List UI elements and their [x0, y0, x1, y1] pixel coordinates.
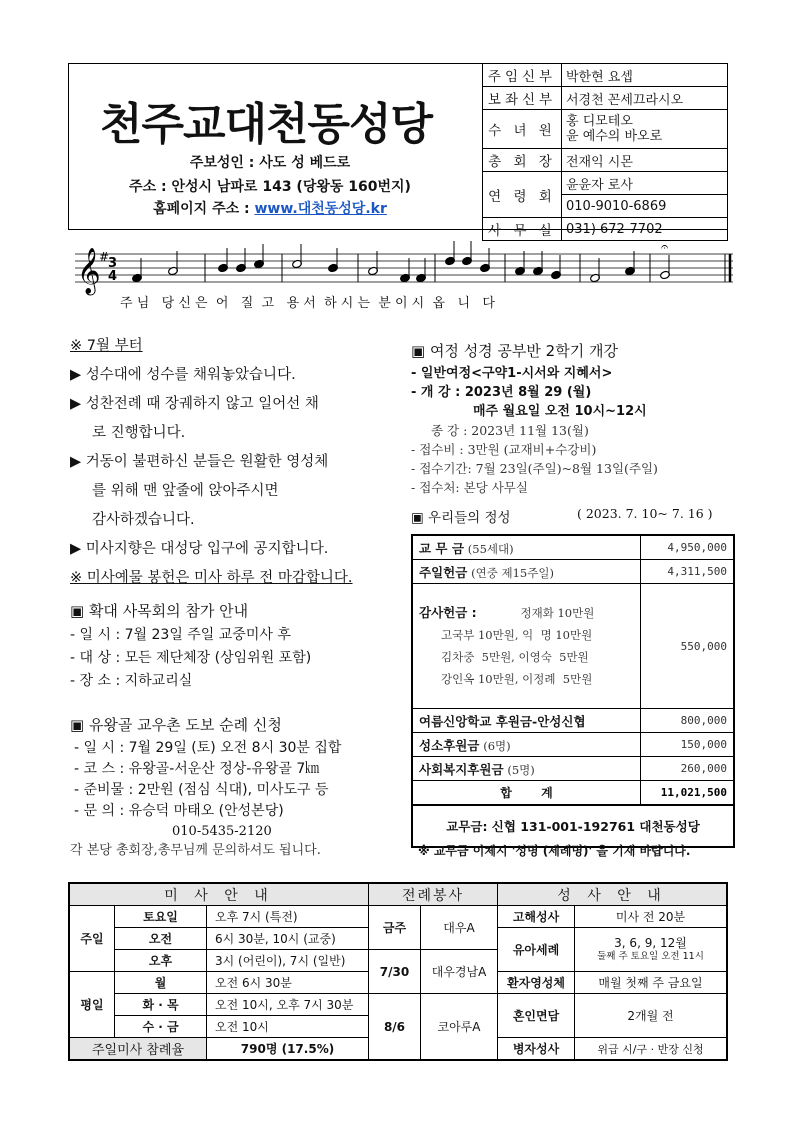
notice-item: 감사하겠습니다.: [92, 512, 195, 528]
meeting-section: [70, 598, 400, 693]
bible-class-line: 매주 월요일 오전 10시~12시: [473, 404, 647, 419]
thanks-line: 김차중 5만원, 이영숙 5만원: [441, 650, 589, 664]
sacrament-value: 2개월 전: [575, 994, 728, 1038]
thanks-line: 강인옥 10만원, 이정례 5만원: [441, 672, 593, 686]
service-date: 8/6: [369, 994, 421, 1061]
bible-class-line: - 개 강 : 2023년 8월 29 (월): [411, 385, 592, 400]
homepage: [80, 198, 460, 218]
bible-class-line: 종 강 : 2023년 11월 13(월): [431, 423, 589, 438]
table-row: [412, 709, 734, 733]
staff-role: 연 령 회: [483, 172, 562, 218]
attendance-value: 790명 (17.5%): [207, 1038, 369, 1061]
staff-row: [483, 172, 728, 195]
mass-day: 오후: [115, 950, 207, 972]
service-date: 금주: [369, 906, 421, 950]
thanks-offering-cell: [412, 584, 641, 709]
bible-class-line: - 접수처: 본당 사무실: [411, 480, 528, 495]
offering-sub: (6명): [483, 738, 511, 753]
staff-role: 보좌신부: [483, 87, 562, 110]
staff-role: 총 회 장: [483, 149, 562, 172]
meeting-line: - 대 상 : 모든 제단체장 (상임위원 포함): [70, 650, 312, 666]
offering-sub: (55세대): [467, 541, 514, 556]
staff-value: 박한현 요셉: [562, 64, 728, 87]
staff-role: 주임신부: [483, 64, 562, 87]
staff-row: [483, 110, 728, 149]
notice-item: 를 위해 맨 앞줄에 앉아주시면: [92, 483, 279, 499]
offering-name: 여름신앙학교 후원금-안성신협: [419, 713, 586, 729]
offering-name: 교 무 금: [419, 540, 464, 556]
sacrament-value-detail: 둘째 주 토요일 오전 11시: [597, 950, 704, 962]
sacrament-header: 성 사 안 내: [498, 883, 728, 906]
staff-table: [482, 63, 728, 241]
offering-name: 주일헌금: [419, 564, 468, 580]
pilgrimage-line: - 일 시 : 7월 29일 (토) 오전 8시 30분 집합: [74, 740, 342, 756]
pilgrimage-heading: ▣ 유왕골 교우촌 도보 순례 신청: [70, 716, 282, 734]
total-amount: 11,021,500: [641, 781, 735, 806]
staff-value: 서경천 꼰세끄라시오: [562, 87, 728, 110]
mass-day: 토요일: [115, 906, 207, 928]
pilgrimage-note: 각 본당 총회장,총무님께 문의하셔도 됩니다.: [70, 843, 321, 858]
offering-label: [412, 535, 641, 560]
staff-row: [483, 87, 728, 110]
address: 주소 : 안성시 남파로 143 (당왕동 160번지): [129, 179, 411, 195]
mass-time: 오후 7시 (특전): [207, 906, 369, 928]
notice-item: ▶ 미사지향은 대성당 입구에 공지합니다.: [70, 541, 329, 557]
staff-value: 031) 672-7702: [562, 218, 728, 241]
offerings-heading: ▣ 우리들의 정성: [411, 510, 511, 526]
sacrament-name: 혼인면담: [498, 994, 575, 1038]
transfer-notice: ※ 교무금 이체시 '성명 (세례명)' 을 기재 바랍니다.: [418, 844, 691, 858]
sacrament-name: 환자영성체: [498, 972, 575, 994]
service-team: 대우경남A: [421, 950, 498, 994]
table-row: [69, 994, 727, 1016]
notice-item: ▶ 거동이 불편하신 분들은 원활한 영성체: [70, 454, 329, 470]
staff-value-line: 홍 디모테오: [566, 114, 633, 129]
mass-time: 오전 10시, 오후 7시 30분: [207, 994, 369, 1016]
table-row: [412, 584, 734, 709]
mass-header: 미 사 안 내: [69, 883, 369, 906]
service-date: 7/30: [369, 950, 421, 994]
thanks-label: 감사헌금 :: [419, 605, 477, 620]
offerings-period: ( 2023. 7. 10~ 7. 16 ): [577, 506, 713, 521]
weekday-label: 평일: [69, 972, 115, 1038]
service-team: 대우A: [421, 906, 498, 950]
offering-amount: 4,950,000: [641, 535, 735, 560]
sacrament-name: 유아세례: [498, 928, 575, 972]
time-signature-bottom: 4: [108, 269, 118, 284]
pilgrimage-line: - 준비물 : 2만원 (점심 식대), 미사도구 등: [74, 782, 329, 798]
mass-time: 3시 (어린이), 7시 (일반): [207, 950, 369, 972]
offering-name: 사회복지후원금: [419, 761, 504, 777]
table-row: [69, 906, 727, 928]
service-header: 전례봉사: [369, 883, 498, 906]
offerings-table: [411, 534, 735, 848]
sacrament-value: 미사 전 20분: [575, 906, 728, 928]
account-info: 교무금: 신협 131-001-192761 대천동성당: [412, 805, 734, 847]
offering-amount: 550,000: [641, 584, 735, 709]
total-label: 합 계: [412, 781, 641, 806]
thanks-line: 정재화 10만원: [520, 606, 595, 620]
treble-clef-icon: 𝄞: [77, 248, 101, 294]
table-row: [69, 883, 727, 906]
sacrament-value: 3, 6, 9, 12월: [614, 935, 687, 950]
offering-label: [412, 733, 641, 757]
mass-time: 오전 6시 30분: [207, 972, 369, 994]
offering-amount: 800,000: [641, 709, 735, 733]
staff-role: 수 녀 원: [483, 110, 562, 149]
notice-item: 로 진행합니다.: [92, 425, 186, 441]
pilgrimage-section: [70, 712, 400, 861]
homepage-link[interactable]: www.대천동성당.kr: [254, 201, 387, 217]
time-signature-top: 3: [108, 256, 118, 271]
meeting-heading: ▣ 확대 사목회의 참가 안내: [70, 602, 249, 620]
attendance-label: 주일미사 참례율: [69, 1038, 207, 1061]
offering-label: [412, 560, 641, 584]
bible-class-line: - 접수비 : 3만원 (교재비+수강비): [411, 442, 597, 457]
pilgrimage-phone: 010-5435-2120: [172, 824, 272, 839]
offering-amount: 150,000: [641, 733, 735, 757]
pilgrimage-line: - 문 의 : 유승덕 마태오 (안성본당): [74, 803, 284, 819]
service-team: 코아루A: [421, 994, 498, 1061]
sacrament-value: 매월 첫째 주 금요일: [575, 972, 728, 994]
table-row: [412, 757, 734, 781]
sacrament-value-cell: [575, 928, 728, 972]
staff-row: [483, 149, 728, 172]
patron-saint: 주보성인 : 사도 성 베드로: [189, 155, 351, 171]
bible-class-heading: ▣ 여정 성경 공부반 2학기 개강: [411, 342, 618, 360]
notice-footnote: ※ 미사예물 봉헌은 미사 하루 전 마감합니다.: [70, 570, 353, 586]
staff-role: 사 무 실: [483, 218, 562, 241]
july-notice-heading: ※ 7월 부터: [70, 338, 143, 354]
table-row: [412, 805, 734, 847]
mass-time: 6시 30분, 10시 (교중): [207, 928, 369, 950]
staff-value: [562, 110, 728, 149]
thanks-line: 고국부 10만원, 익 명 10만원: [441, 628, 593, 642]
bible-class-line: - 일반여정<구약1-시서와 지혜서>: [411, 366, 613, 381]
notice-item: ▶ 성찬전례 때 장궤하지 않고 일어선 채: [70, 396, 319, 412]
sacrament-name: 고해성사: [498, 906, 575, 928]
mass-day: 월: [115, 972, 207, 994]
page-title: 천주교대천동성당: [100, 99, 433, 150]
staff-row: [483, 218, 728, 241]
notes: [132, 241, 671, 283]
lyrics: 주 님 당 신 은 어 질 고 용 서 하 시 는 분 이 시 옵 니 다: [120, 296, 495, 311]
offerings-heading-row: [411, 506, 741, 526]
staff-row: [483, 64, 728, 87]
sacrament-value: 위급 시/구 · 반장 신청: [575, 1038, 728, 1061]
table-row: [412, 781, 734, 806]
sacrament-name: 병자성사: [498, 1038, 575, 1061]
table-row: [412, 535, 734, 560]
table-row: [412, 733, 734, 757]
offering-amount: 260,000: [641, 757, 735, 781]
offering-sub: (5명): [507, 762, 535, 777]
mass-day: 화 · 목: [115, 994, 207, 1016]
key-signature: #: [99, 250, 110, 264]
staff-value: 윤윤자 로사: [562, 172, 728, 195]
staff-value: 전재익 시몬: [562, 149, 728, 172]
sunday-label: 주일: [69, 906, 115, 972]
staff-value-line: 윤 예수의 바오로: [566, 129, 663, 144]
july-notice: [70, 332, 400, 593]
notice-item: ▶ 성수대에 성수를 채워놓았습니다.: [70, 367, 296, 383]
offering-sub: (연중 제15주일): [471, 565, 554, 580]
offering-amount: 4,311,500: [641, 560, 735, 584]
offering-label: [412, 709, 641, 733]
mass-day: 수 · 금: [115, 1016, 207, 1038]
homepage-label: 홈페이지 주소 :: [153, 201, 255, 217]
bible-class-section: [411, 338, 741, 497]
offering-label: [412, 757, 641, 781]
bible-class-line: - 접수기간: 7월 23일(주일)~8월 13일(주일): [411, 461, 658, 476]
pilgrimage-line: - 코 스 : 유왕골-서운산 정상-유왕골 7㎞: [74, 761, 320, 777]
mass-time: 오전 10시: [207, 1016, 369, 1038]
staff-value: 010-9010-6869: [562, 195, 728, 218]
table-row: [412, 560, 734, 584]
offering-name: 성소후원금: [419, 737, 480, 753]
meeting-line: - 일 시 : 7월 23일 주일 교중미사 후: [70, 627, 291, 643]
mass-day: 오전: [115, 928, 207, 950]
fermata-icon: 𝄐: [661, 240, 669, 255]
meeting-line: - 장 소 : 지하교리실: [70, 673, 193, 689]
mass-info-table: [68, 882, 728, 1061]
